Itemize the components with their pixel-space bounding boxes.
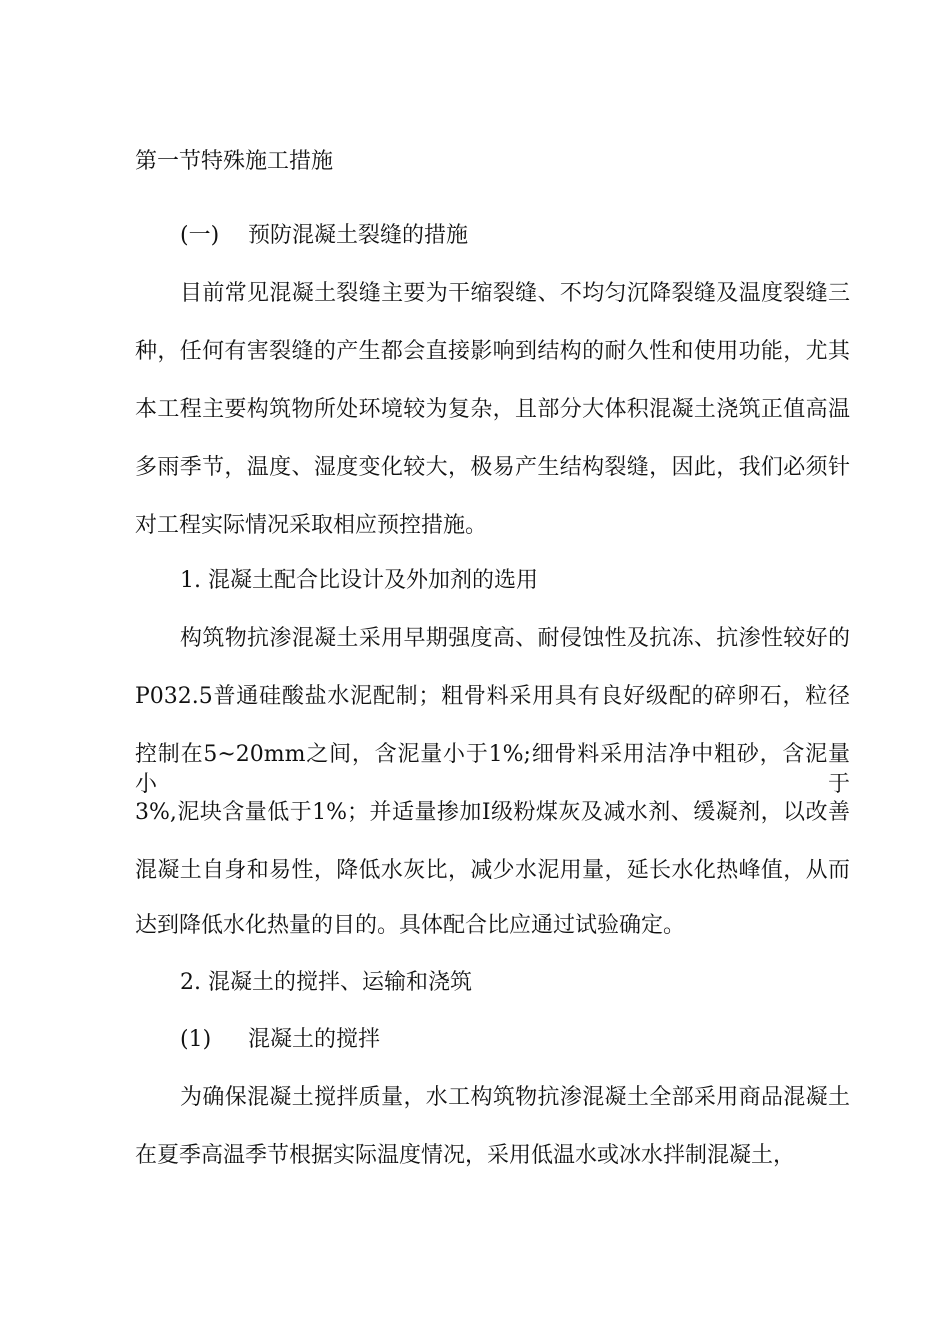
subheading-1: 1. 混凝土配合比设计及外加剂的选用 (180, 568, 538, 593)
paragraph-3-line-1: 为确保混凝土搅拌质量，水工构筑物抗渗混凝土全部采用商品混凝土 (180, 1085, 850, 1110)
heading-1-number: (一) (180, 223, 220, 248)
paragraph-3-line-2: 在夏季高温季节根据实际温度情况，采用低温水或冰水拌制混凝土， (135, 1143, 796, 1168)
section-title: 第一节特殊施工措施 (135, 149, 334, 174)
heading-1 (180, 221, 468, 251)
paragraph-2-line-6: 达到降低水化热量的目的。具体配合比应通过试验确定。 (135, 913, 686, 938)
heading-2-number: (1) (180, 1027, 212, 1052)
heading-2 (180, 1025, 380, 1055)
paragraph-1-line-3: 本工程主要构筑物所处环境较为复杂，且部分大体积混凝土浇筑正值高温 (135, 397, 850, 422)
heading-2-text: 混凝土的搅拌 (248, 1027, 381, 1052)
paragraph-2-line-4: 3%,泥块含量低于1%；并适量掺加Ⅰ级粉煤灰及减水剂、缓凝剂，以改善 (135, 800, 850, 825)
paragraph-1-line-1: 目前常见混凝土裂缝主要为干缩裂缝、不均匀沉降裂缝及温度裂缝三 (180, 281, 850, 306)
paragraph-2-line-3: 控制在5~20mm之间，含泥量小于1%;细骨料采用洁净中粗砂，含泥量小于 (135, 742, 850, 797)
heading-1-text: 预防混凝土裂缝的措施 (248, 223, 469, 248)
paragraph-2-line-5: 混凝土自身和易性，降低水灰比，减少水泥用量，延长水化热峰值，从而 (135, 858, 850, 883)
paragraph-1-line-5: 对工程实际情况采取相应预控措施。 (135, 513, 488, 538)
subheading-2: 2. 混凝土的搅拌、运输和浇筑 (180, 970, 472, 995)
paragraph-1-line-4: 多雨季节，温度、湿度变化较大，极易产生结构裂缝，因此，我们必须针 (135, 455, 850, 480)
paragraph-2-line-1: 构筑物抗渗混凝土采用早期强度高、耐侵蚀性及抗冻、抗渗性较好的 (180, 626, 850, 651)
paragraph-1-line-2: 种，任何有害裂缝的产生都会直接影响到结构的耐久性和使用功能，尤其 (135, 339, 850, 364)
paragraph-2-line-2: P032.5普通硅酸盐水泥配制；粗骨料采用具有良好级配的碎卵石，粒径 (135, 684, 850, 709)
